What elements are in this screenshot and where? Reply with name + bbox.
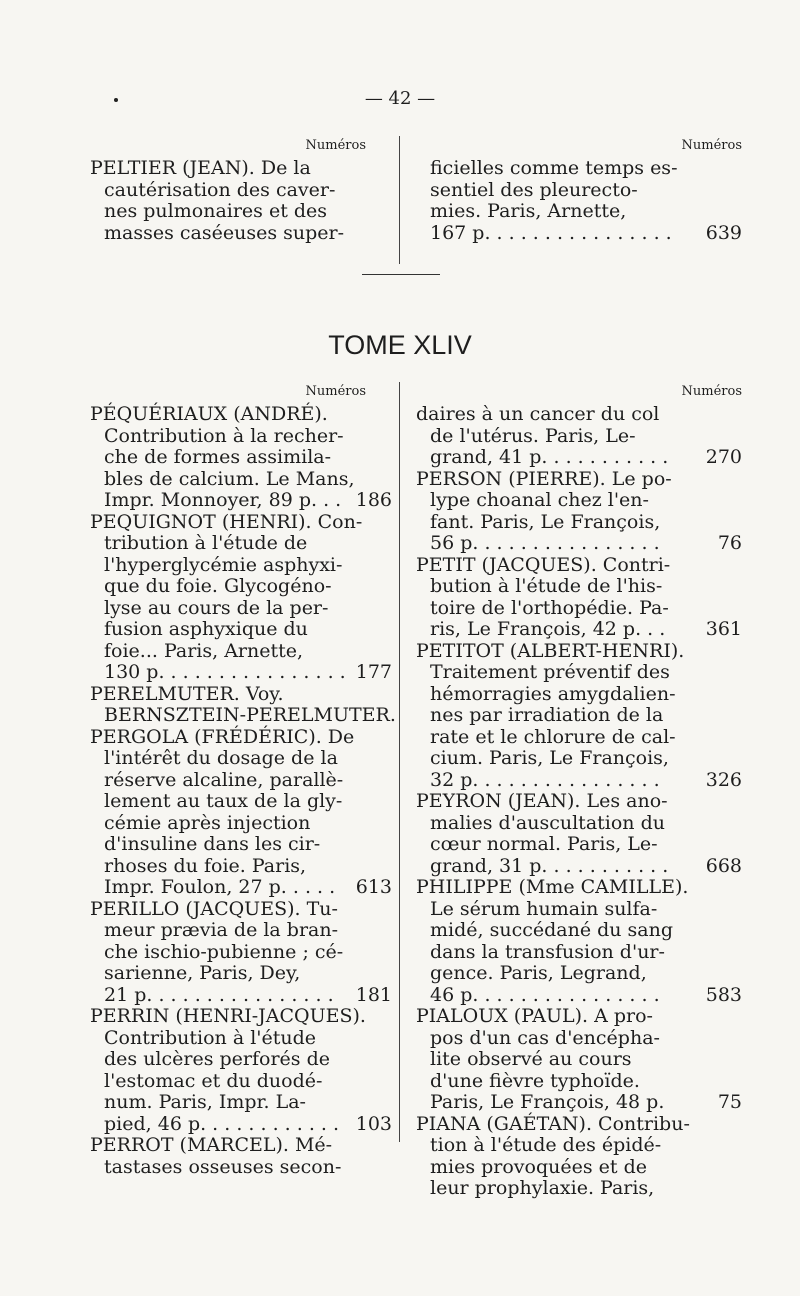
entry-number: 75 — [717, 1091, 742, 1113]
entry-line: l'hyperglycémie asphyxi- — [104, 553, 343, 576]
entry-number: 639 — [705, 221, 742, 244]
left-index-column — [90, 382, 396, 1178]
entry-line: 56 p. . . . . . . . . . . . . . . . — [430, 532, 660, 554]
entry-number: 181 — [355, 983, 392, 1006]
entry-line: meur prævia de la bran- — [104, 919, 339, 941]
entry-line: masses caséeuses super- — [104, 221, 345, 244]
index-entry — [416, 467, 742, 555]
entry-heading-line: PERGOLA (FRÉDÉRIC). De — [90, 725, 355, 748]
entry-line: lyse au cours de la per- — [104, 596, 329, 619]
entry-line: BERNSZTEIN-PERELMUTER. — [104, 704, 396, 726]
column-header: Numéros — [305, 384, 366, 399]
index-entry — [416, 553, 742, 641]
entry-heading-line: PERELMUTER. Voy. — [90, 682, 284, 705]
index-entry — [90, 725, 392, 899]
entry-line: dans la transfusion d'ur- — [430, 940, 665, 963]
index-entry — [416, 403, 742, 469]
index-entry — [416, 1114, 714, 1200]
column-header: Numéros — [305, 138, 366, 153]
entry-heading-line: PERSON (PIERRE). Le po- — [416, 467, 672, 490]
entry-line: 32 p. . . . . . . . . . . . . . . . — [430, 768, 660, 791]
entry-line: Impr. Foulon, 27 p. . . . . — [104, 876, 336, 898]
index-entry — [90, 510, 392, 684]
entry-line: de l'utérus. Paris, Le- — [430, 424, 636, 447]
entry-line: fant. Paris, Le François, — [430, 510, 661, 533]
entry-line: Impr. Monnoyer, 89 p. . . — [104, 489, 342, 511]
entry-number: 103 — [355, 1112, 392, 1135]
entry-heading-line: PHILIPPE (Mme CAMILLE). — [416, 876, 689, 898]
entry-heading-line: PIANA (GAÉTAN). Contribu- — [416, 1112, 690, 1135]
entry-line: mies provoquées et de — [430, 1155, 647, 1178]
entry-number: 186 — [355, 489, 392, 511]
entry-heading-line: PIALOUX (PAUL). A pro- — [416, 1005, 653, 1027]
index-entry — [416, 790, 742, 877]
index-entry — [416, 876, 742, 1006]
entry-line: che de formes assimila- — [104, 446, 332, 468]
right-index-column — [416, 382, 742, 1200]
entry-heading-line: PETIT (JACQUES). Contri- — [416, 553, 671, 576]
entry-line: nes par irradiation de la — [430, 704, 664, 726]
entry-line: sarienne, Paris, Dey, — [104, 962, 301, 984]
index-entry — [90, 1135, 366, 1178]
index-entry — [416, 1005, 742, 1114]
index-entry — [90, 158, 366, 244]
entry-number: 76 — [717, 532, 742, 554]
index-entry — [90, 897, 392, 1007]
entry-line: che ischio-pubienne ; cé- — [104, 940, 344, 963]
entry-line: tion à l'étude des épidé- — [430, 1134, 662, 1156]
entry-line: leur prophylaxie. Paris, — [430, 1177, 655, 1199]
column-header: Numéros — [681, 384, 742, 399]
entry-line: 21 p. . . . . . . . . . . . . . . . — [104, 983, 334, 1006]
entry-line: Contribution à l'étude — [104, 1026, 317, 1049]
entry-line: lite observé au cours — [430, 1048, 632, 1070]
column-divider-main — [399, 382, 400, 1142]
entry-line: Le sérum humain sulfa- — [430, 897, 658, 920]
index-entry — [90, 403, 392, 512]
entry-number: 177 — [355, 661, 392, 683]
entry-line: des ulcères perforés de — [104, 1048, 330, 1070]
entry-line: Contribution à la recher- — [104, 424, 344, 447]
entry-line: nes pulmonaires et des — [104, 200, 328, 222]
entry-line: cœur normal. Paris, Le- — [430, 833, 658, 855]
entry-heading-line: daires à un cancer du col — [416, 403, 660, 425]
top-right-column — [416, 136, 742, 244]
entry-heading-line: PERILLO (JACQUES). Tu- — [90, 897, 338, 920]
entry-line: malies d'auscultation du — [430, 811, 665, 834]
entry-heading-line: PEYRON (JEAN). Les ano- — [416, 790, 668, 812]
entry-line: cautérisation des caver- — [104, 178, 336, 201]
entry-line: cium. Paris, Le François, — [430, 747, 669, 769]
entry-line: mies. Paris, Arnette, — [430, 200, 627, 222]
entry-line: tribution à l'étude de — [104, 532, 308, 554]
entry-line: midé, succédané du sang — [430, 919, 674, 941]
entry-line: PELTIER (JEAN). De la — [90, 157, 311, 179]
entry-line: bles de calcium. Le Mans, — [104, 467, 355, 490]
entry-line: grand, 41 p. . . . . . . . . . . — [430, 446, 669, 468]
entry-number: 613 — [355, 876, 392, 898]
entry-number: 668 — [705, 854, 742, 877]
entry-line: que du foie. Glycogéno- — [104, 575, 332, 597]
entry-line: rhoses du foie. Paris, — [104, 854, 307, 877]
entry-line: ficielles comme temps es- — [430, 157, 678, 179]
entry-line: cémie après injection — [104, 811, 311, 834]
entry-line: rate et le chlorure de cal- — [430, 725, 676, 748]
entry-line: sentiel des pleurecto- — [430, 178, 638, 201]
tome-title: TOME XLIV — [328, 330, 472, 360]
index-entry — [90, 1005, 392, 1135]
entry-line: grand, 31 p. . . . . . . . . . . — [430, 854, 669, 877]
entry-line: lype choanal chez l'en- — [430, 489, 649, 511]
index-entry — [90, 682, 396, 727]
entry-line: hémorragies amygdalien- — [430, 682, 676, 705]
section-rule — [362, 274, 440, 275]
entry-heading-line: PEQUIGNOT (HENRI). Con- — [90, 510, 363, 533]
column-header: Numéros — [681, 138, 742, 153]
entry-line: pos d'un cas d'encépha- — [430, 1026, 660, 1049]
entry-number: 583 — [705, 983, 742, 1006]
entry-line: 130 p. . . . . . . . . . . . . . . . — [104, 661, 346, 683]
entry-line: réserve alcaline, parallè- — [104, 768, 344, 791]
entry-line: 46 p. . . . . . . . . . . . . . . . — [430, 983, 660, 1006]
column-divider-top — [399, 136, 400, 264]
entry-line: lement au taux de la gly- — [104, 790, 343, 812]
entry-line: 167 p. . . . . . . . . . . . . . . . — [430, 221, 672, 244]
entry-number: 270 — [705, 446, 742, 468]
entry-line: pied, 46 p. . . . . . . . . . . . — [104, 1112, 340, 1135]
entry-line: fusion asphyxique du — [104, 618, 308, 640]
entry-heading-line: PETITOT (ALBERT-HENRI). — [416, 639, 685, 662]
entry-line: d'insuline dans les cir- — [104, 833, 321, 855]
entry-line: bution à l'étude de l'his- — [430, 575, 663, 597]
entry-line: ris, Le François, 42 p. . . — [430, 618, 666, 640]
entry-line: gence. Paris, Legrand, — [430, 962, 647, 984]
index-entry — [416, 157, 742, 244]
entry-heading-line: PERRIN (HENRI-JACQUES). — [90, 1005, 366, 1027]
entry-line: toire de l'orthopédie. Pa- — [430, 596, 669, 619]
entry-line: foie... Paris, Arnette, — [104, 639, 304, 662]
entry-heading-line: PERROT (MARCEL). Mé- — [90, 1134, 333, 1156]
entry-line: Traitement préventif des — [430, 661, 670, 683]
entry-line: d'une fièvre typhoïde. — [430, 1069, 640, 1092]
entry-line: Paris, Le François, 48 p. — [430, 1091, 665, 1113]
index-entry — [416, 639, 742, 792]
page-number: — 42 — — [364, 88, 436, 109]
top-left-column — [90, 136, 366, 244]
entry-number: 361 — [705, 618, 742, 640]
entry-line: num. Paris, Impr. La- — [104, 1091, 306, 1113]
entry-line: tastases osseuses secon- — [104, 1155, 342, 1178]
entry-line: l'estomac et du duodé- — [104, 1069, 323, 1092]
entry-line: l'intérêt du dosage de la — [104, 747, 338, 769]
entry-number: 326 — [705, 768, 742, 791]
entry-heading-line: PÉQUÉRIAUX (ANDRÉ). — [90, 403, 328, 425]
